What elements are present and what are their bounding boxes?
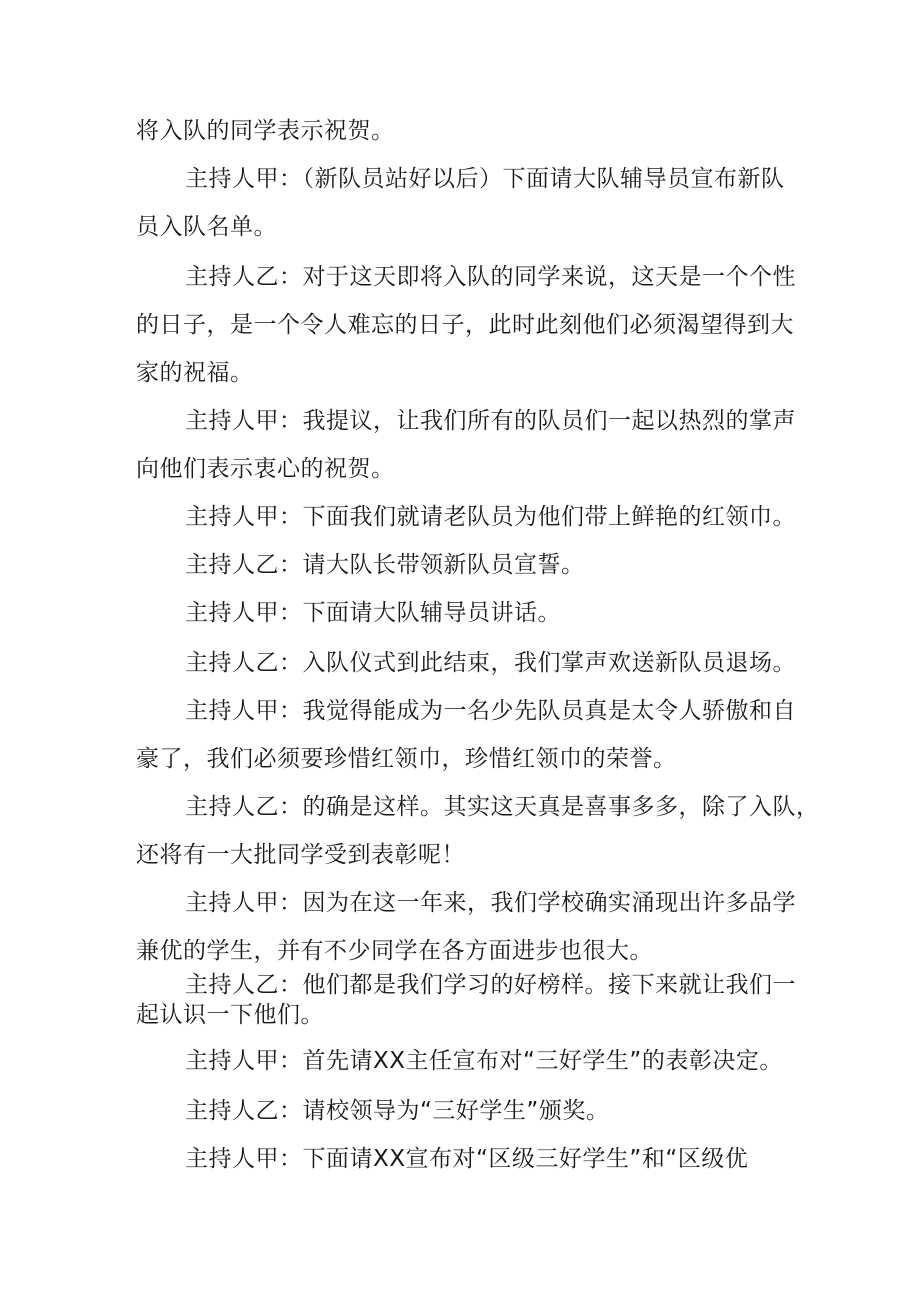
text-line: 的日子，是一个令人难忘的日子，此时此刻他们必须渴望得到大 (136, 312, 794, 338)
text-line: 主持人甲：因为在这一年来，我们学校确实涌现出许多品学 (185, 890, 796, 916)
text-line: 主持人乙：入队仪式到此结束，我们掌声欢送新队员退场。 (185, 650, 796, 676)
text-line: 豪了，我们必须要珍惜红领巾，珍惜红领巾的荣誉。 (136, 746, 677, 772)
text-line: 起认识一下他们。 (136, 1002, 324, 1028)
text-line: 家的祝福。 (136, 360, 254, 386)
text-line: 主持人甲：我觉得能成为一名少先队员真是太令人骄傲和自 (185, 698, 796, 724)
text-line: 将入队的同学表示祝贺。 (136, 118, 395, 144)
text-line: 主持人乙：对于这天即将入队的同学来说，这天是一个个性 (185, 264, 796, 290)
text-line: 主持人乙：他们都是我们学习的好榜样。接下来就让我们一 (185, 972, 796, 998)
text-line: 主持人甲：下面请XX宣布对“区级三好学生”和“区级优 (185, 1146, 749, 1172)
text-line: 主持人甲：我提议，让我们所有的队员们一起以热烈的掌声 (185, 408, 796, 434)
text-line: 还将有一大批同学受到表彰呢！ (136, 842, 465, 868)
text-line: 主持人乙：的确是这样。其实这天真是喜事多多，除了入队， (185, 794, 820, 820)
text-line: 主持人甲：下面我们就请老队员为他们带上鲜艳的红领巾。 (185, 504, 796, 530)
text-line: 兼优的学生，并有不少同学在各方面进步也很大。 (136, 938, 653, 964)
text-line: 向他们表示衷心的祝贺。 (136, 456, 395, 482)
text-line: 主持人甲：（新队员站好以后）下面请大队辅导员宣布新队 (185, 166, 785, 192)
text-line: 主持人甲：下面请大队辅导员讲话。 (185, 600, 561, 626)
text-line: 主持人乙：请大队长带领新队员宣誓。 (185, 552, 585, 578)
text-line: 主持人甲：首先请XX主任宣布对“三好学生”的表彰决定。 (185, 1048, 783, 1074)
text-line: 员入队名单。 (136, 214, 277, 240)
text-line: 主持人乙：请校领导为“三好学生”颁奖。 (185, 1098, 610, 1124)
